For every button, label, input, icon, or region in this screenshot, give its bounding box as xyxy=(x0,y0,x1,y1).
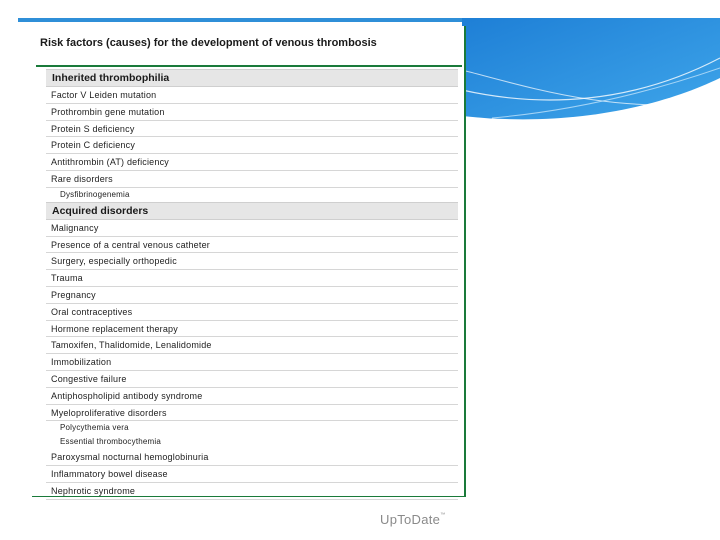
table-row: Antiphospholipid antibody syndrome xyxy=(46,388,458,405)
table-row: Rare disorders xyxy=(46,171,458,188)
table-row: Tamoxifen, Thalidomide, Lenalidomide xyxy=(46,337,458,354)
table-row: Hormone replacement therapy xyxy=(46,321,458,338)
table-subrow: Polycythemia vera xyxy=(60,423,129,433)
table-row: Protein C deficiency xyxy=(46,137,458,154)
table-row: Prothrombin gene mutation xyxy=(46,104,458,121)
title-rule xyxy=(36,65,462,67)
table-subrow: Dysfibrinogenemia xyxy=(60,189,130,199)
table-row: Malignancy xyxy=(46,220,458,237)
risk-factor-table xyxy=(32,26,466,497)
table-row: Paroxysmal nocturnal hemoglobinuria xyxy=(46,449,458,466)
table-body xyxy=(46,69,458,500)
table-row: Nephrotic syndrome xyxy=(46,483,458,500)
table-row: Oral contraceptives xyxy=(46,304,458,321)
table-row: Surgery, especially orthopedic xyxy=(46,253,458,270)
table-subrow: Essential thrombocythemia xyxy=(60,437,162,447)
table-row: Presence of a central venous catheter xyxy=(46,237,458,254)
table-row: Antithrombin (AT) deficiency xyxy=(46,154,458,171)
table-row: Congestive failure xyxy=(46,371,458,388)
section-header: Inherited thrombophilia xyxy=(46,69,458,87)
table-row: Trauma xyxy=(46,270,458,287)
uptodate-logo: UpToDate™ xyxy=(380,512,446,527)
table-row: Immobilization xyxy=(46,354,458,371)
table-row: Pregnancy xyxy=(46,287,458,304)
table-row: Myeloproliferative disorders xyxy=(46,405,458,422)
table-row: Inflammatory bowel disease xyxy=(46,466,458,483)
decorative-blue-swoosh xyxy=(462,18,720,128)
section-header: Acquired disorders xyxy=(46,202,458,220)
table-row: Factor V Leiden mutation xyxy=(46,87,458,104)
table-row: Protein S deficiency xyxy=(46,121,458,138)
table-title: Risk factors (causes) for the development of venous thrombosis xyxy=(40,37,377,49)
